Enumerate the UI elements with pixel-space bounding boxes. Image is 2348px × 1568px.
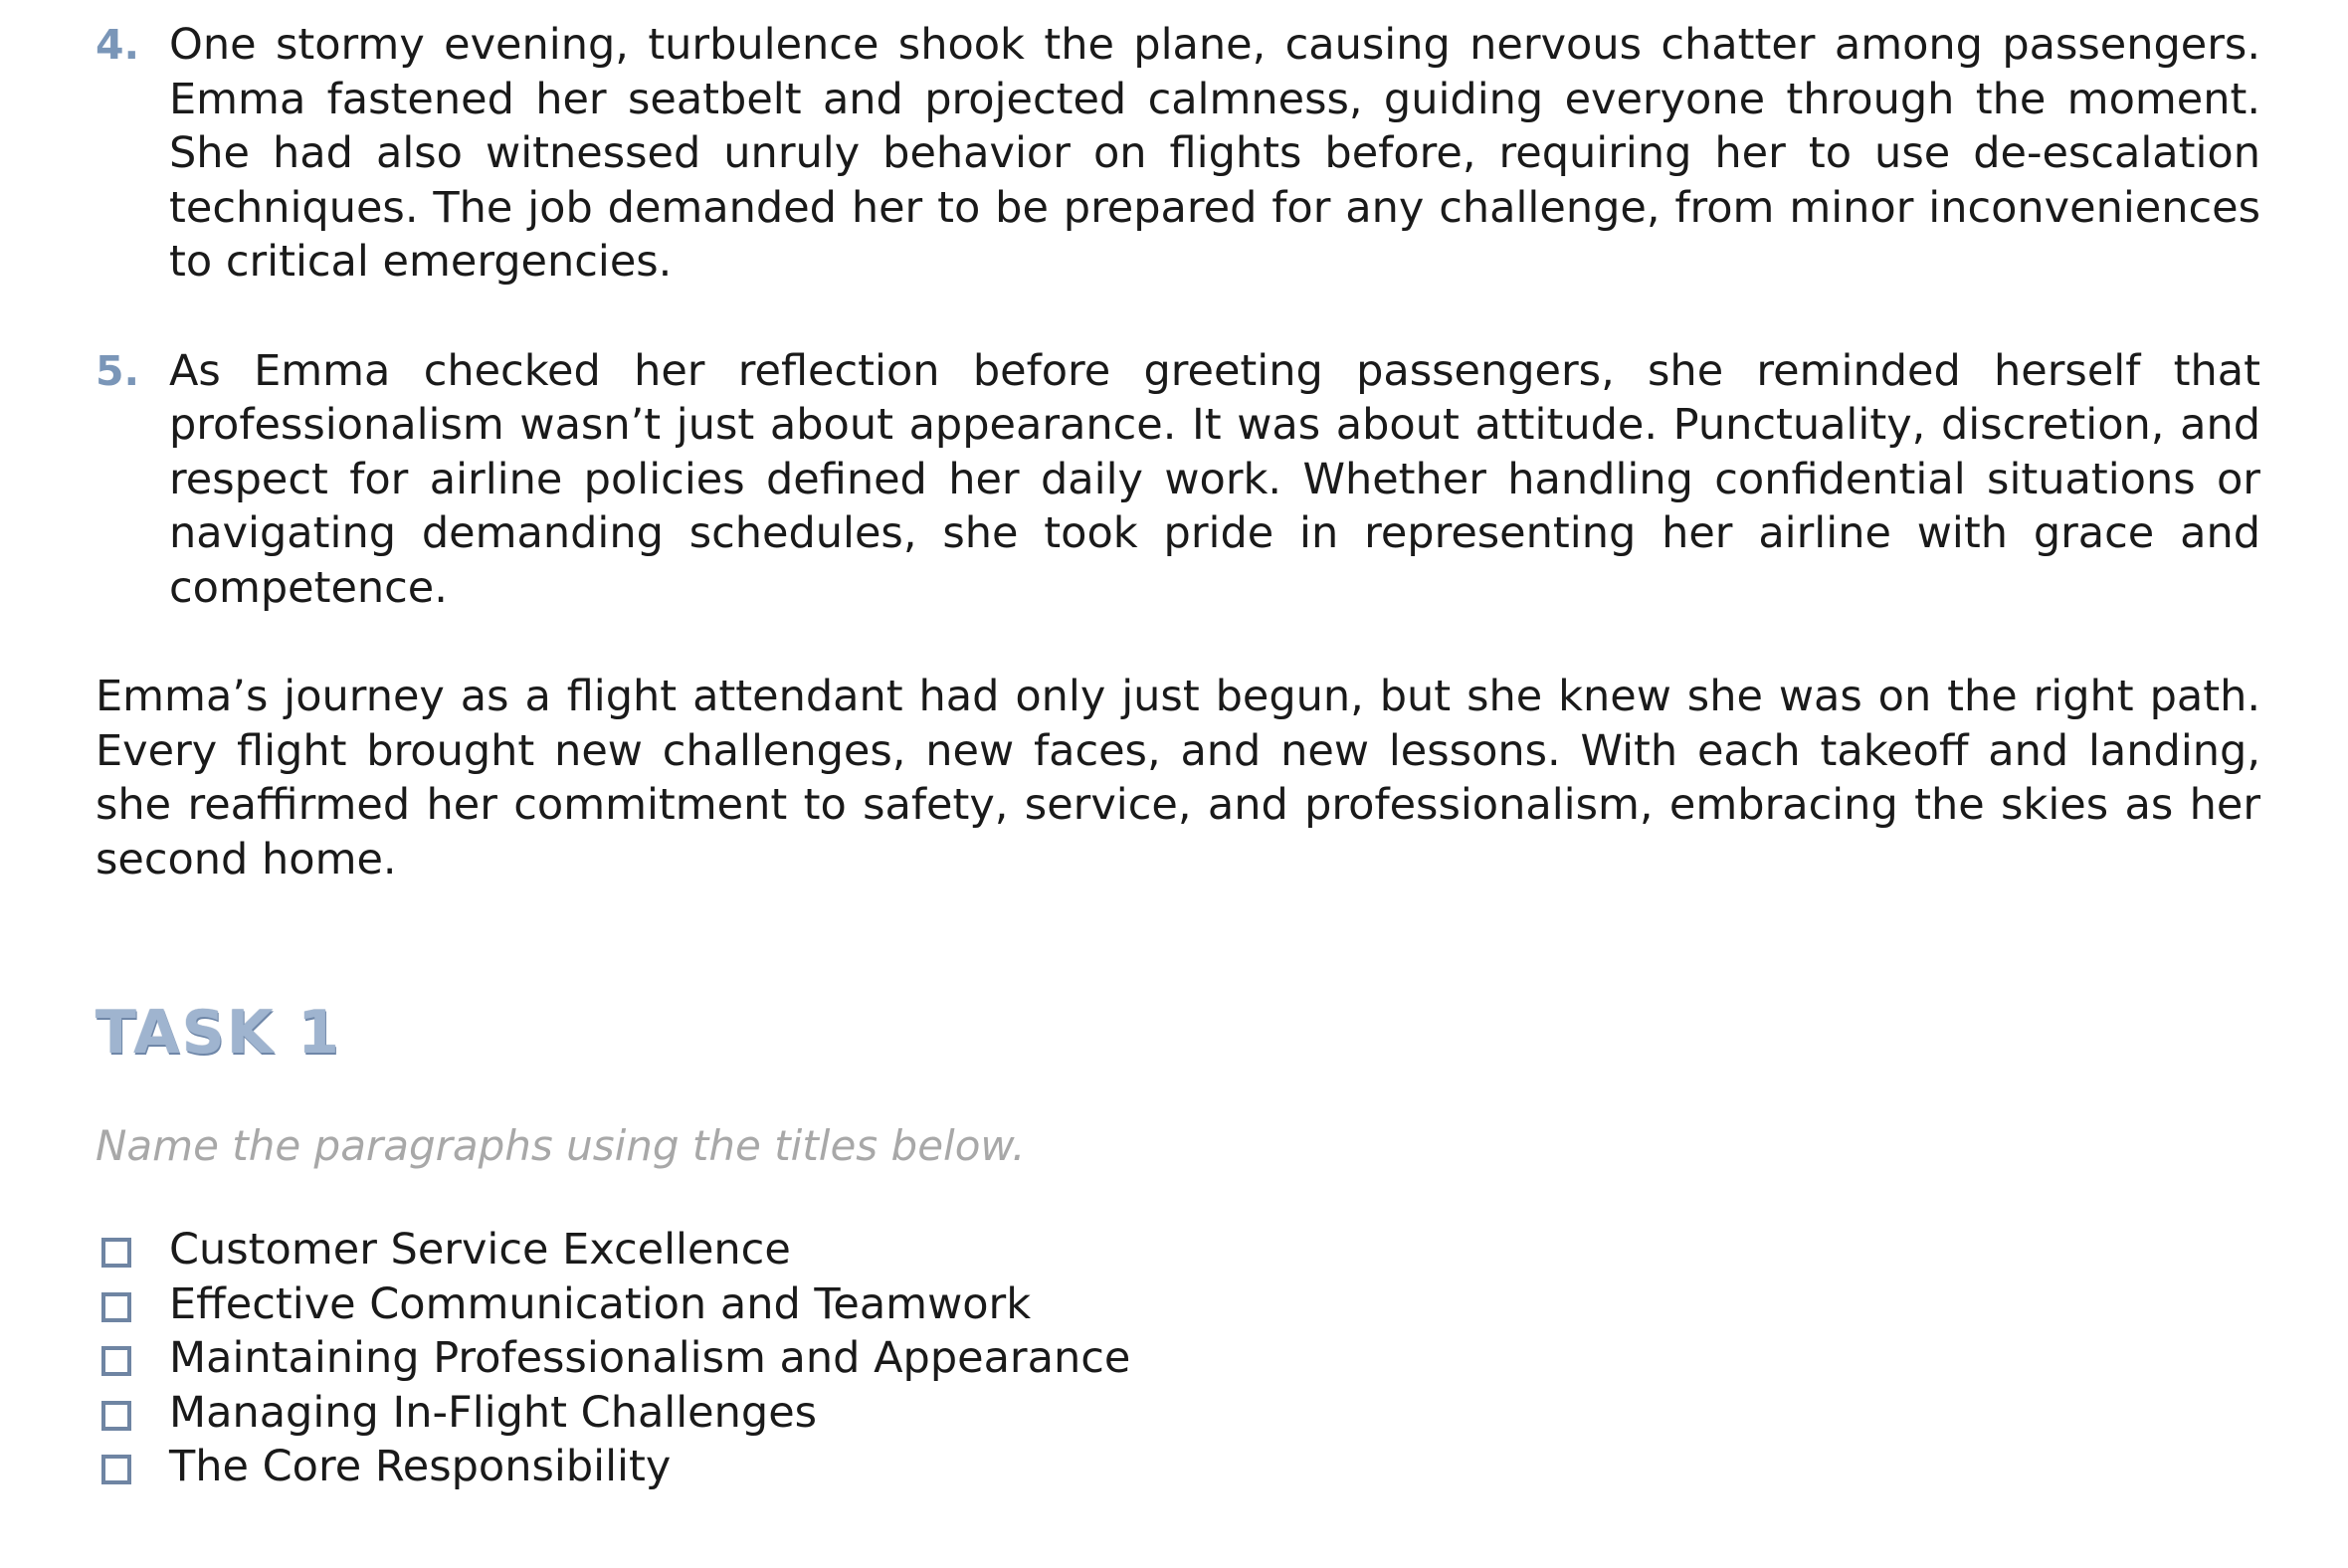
document-page [96,18,2260,1494]
title-option[interactable] [96,1277,2260,1332]
checkbox-icon[interactable] [101,1401,131,1431]
title-option[interactable] [96,1331,2260,1386]
paragraph-text: One stormy evening, turbulence shook the plane, causing nervous chatter among passengers. Emma fastened her seatbelt and projected calmness, guiding everyone through the moment. She had also witnessed unruly behavior on flights before, requiring her to use de-escalation techniques. The job demanded her to be prepared for any challenge, from minor inconveniences to critical emergencies. [169,20,2260,287]
title-option-label: The Core Responsibility [169,1442,672,1491]
title-option-label: Customer Service Excellence [169,1225,791,1274]
title-option[interactable] [96,1440,2260,1494]
task-instruction: Name the paragraphs using the titles below. [96,1121,1026,1170]
paragraph-5 [96,344,2260,616]
paragraph-4 [96,18,2260,290]
title-option[interactable] [96,1386,2260,1441]
checkbox-icon[interactable] [101,1292,131,1322]
paragraph-text: As Emma checked her reflection before greeting passengers, she reminded herself that professionalism wasn’t just about appearance. It was about attitude. Punctuality, discretion, and respect for airline policies defined her daily work. Whether handling confidential situations or navigating demanding schedules, she took pride in representing her airline with grace and competence. [169,345,2260,613]
checkbox-icon[interactable] [101,1346,131,1376]
checkbox-icon[interactable] [101,1455,131,1484]
title-option-label: Maintaining Professionalism and Appearance [169,1333,1131,1383]
checkbox-icon[interactable] [101,1238,131,1268]
closing-paragraph: Emma’s journey as a flight attendant had only just begun, but she knew she was on the right path. Every flight brought new challenges, new faces, and new lessons. With each takeoff and landing, she reaffirmed her commitment to safety, service, and professionalism, embracing the skies as her second home. [96,672,2260,884]
title-option[interactable] [96,1223,2260,1277]
task-heading: TASK 1 [96,998,342,1068]
title-checklist [96,1223,2260,1494]
paragraph-number: 5. [96,346,140,395]
paragraph-number: 4. [96,21,140,69]
title-option-label: Managing In-Flight Challenges [169,1387,818,1438]
title-option-label: Effective Communication and Teamwork [169,1278,1032,1329]
